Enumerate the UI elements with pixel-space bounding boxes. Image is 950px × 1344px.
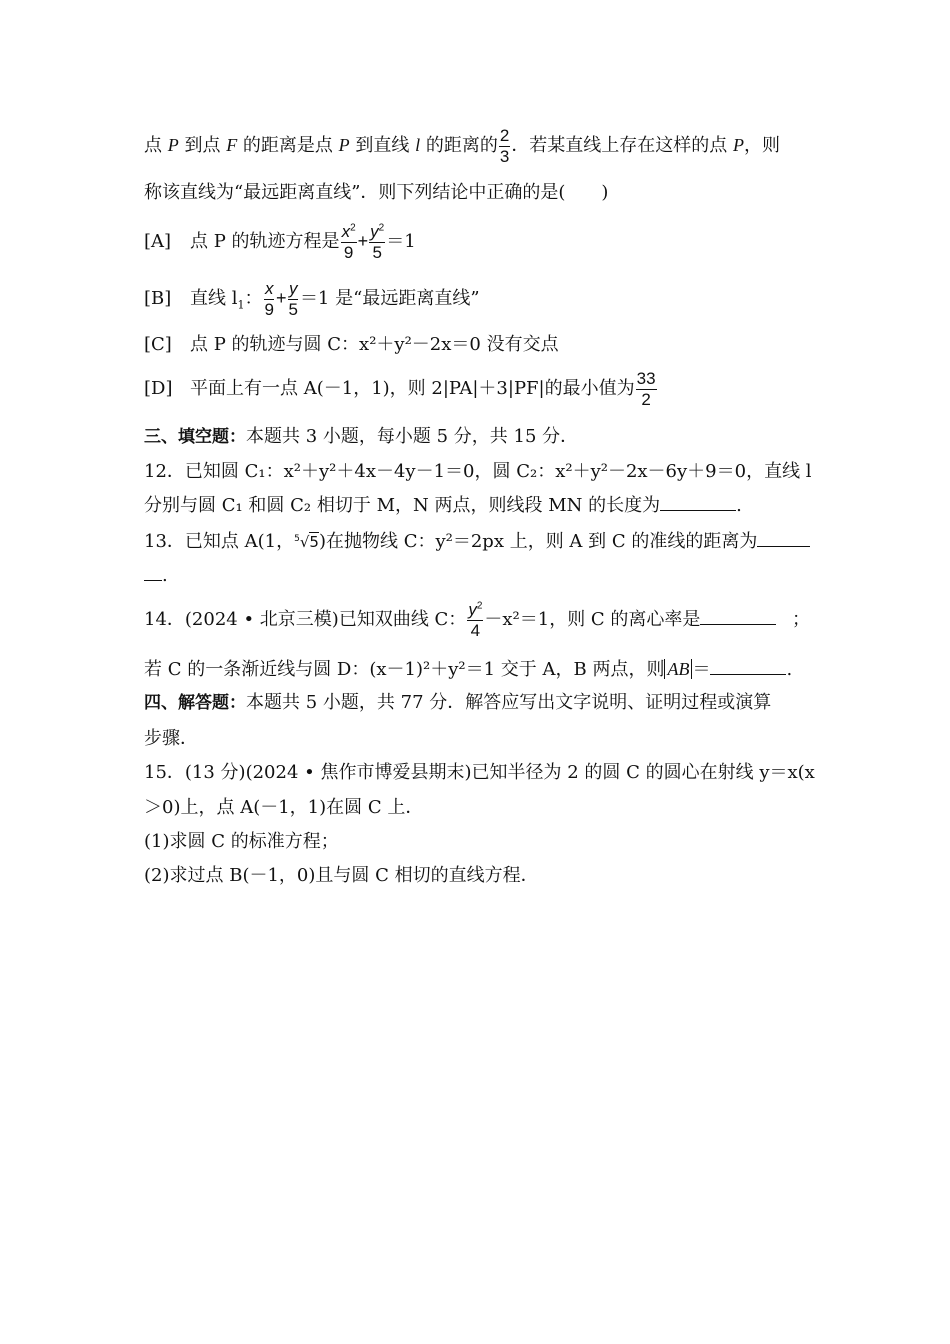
section-4-heading: [144, 691, 810, 715]
option-a-tail: ＝1: [386, 231, 416, 252]
fraction-y-5: $\frac{y}{5}$: [288, 278, 298, 319]
section-3-text: 本题共 3 小题，每小题 5 分，共 15 分．: [246, 426, 579, 447]
section-3-title: 三、填空题：: [144, 427, 246, 447]
section-4-text: 本题共 5 小题，共 77 分．解答应写出文字说明、证明过程或演算: [246, 692, 772, 713]
option-b-tail: ＝1 是“最远距离直线”: [299, 288, 480, 309]
var-l: l: [415, 135, 421, 155]
text: 的距离是点: [237, 135, 339, 156]
fraction-x2-9: $\frac{x^2}{9}$: [341, 221, 356, 262]
intro-line-2: 称该直线为“最远距离直线”．则下列结论中正确的是( ): [144, 182, 609, 203]
option-b: [B] 直线 $l_1$： $\frac{x}{9}$ + $\frac{y}{5}$ ＝1 是“最远距离直线”: [144, 276, 810, 321]
q13-line-1: 13．已知点 A(1，$^5$√5)在抛物线 C：y²＝2px 上，则 A 到 C 的准线的距离为: [144, 530, 810, 554]
option-d-tag: [D]: [144, 378, 173, 399]
option-c-tag: [C]: [144, 334, 172, 355]
option-b-text: 直线 l: [190, 288, 238, 309]
text: ，则: [744, 135, 781, 156]
q12-line-2: 分别与圆 C₁ 和圆 C₂ 相切于 M，N 两点，则线段 MN 的长度为 .: [144, 495, 742, 516]
var-p: P: [338, 135, 350, 155]
q12-line-1: 12．已知圆 C₁：x²＋y²＋4x－4y－1＝0，圆 C₂：x²＋y²－2x－6y＋9＝0，直线 l: [144, 461, 812, 482]
q14-line-2: 若 C 的一条渐近线与圆 D：(x－1)²＋y²＝1 交于 A，B 两点，则 AB ＝ .: [144, 659, 793, 680]
fraction-two-thirds: $\frac{2}{3}$: [499, 125, 510, 166]
text: 点: [144, 135, 168, 156]
q15-part-2: (2)求过点 B(－1，0)且与圆 C 相切的直线方程．: [144, 865, 539, 886]
q14-line-1: 14．(2024 • 北京三模)已知双曲线 C： $\frac{y^2}{4}$ －x²＝1，则 C 的离心率是 ；: [144, 599, 810, 640]
answer-blank[interactable]: [757, 530, 810, 547]
text: 的距离的: [420, 135, 498, 156]
option-a-text: 点 P 的轨迹方程是: [190, 231, 340, 252]
intro-line-1: [144, 125, 810, 167]
option-a-tag: [A]: [144, 231, 172, 252]
option-c: [144, 333, 810, 357]
fraction-33-2: $\frac{33}{2}$: [636, 368, 656, 409]
text: 到点: [178, 135, 227, 156]
option-c-text: 点 P 的轨迹与圆 C：x²＋y²－2x＝0 没有交点: [190, 334, 559, 355]
q15-part-1: (1)求圆 C 的标准方程；: [144, 831, 339, 852]
var-p: P: [733, 135, 745, 155]
var-p: P: [167, 135, 179, 155]
q13-line-2: .: [144, 564, 810, 588]
option-d: [144, 367, 810, 411]
section-4-line-2: 步骤．: [144, 728, 198, 749]
answer-blank[interactable]: [660, 494, 736, 511]
text: 到直线: [349, 135, 416, 156]
abs-ab: AB: [664, 659, 692, 679]
answer-blank[interactable]: [710, 658, 786, 675]
fraction-y2-5: $\frac{y^2}{5}$: [370, 221, 385, 262]
option-d-text: 平面上有一点 A(－1，1)，则 2|PA|＋3|PF|的最小值为: [190, 378, 635, 399]
fraction-y2-4: $\frac{y^2}{4}$: [468, 599, 483, 640]
cube-root-symbol: $^5$√5: [294, 533, 319, 551]
answer-blank[interactable]: [144, 564, 162, 581]
q15-line-2: ＞0)上，点 A(－1，1)在圆 C 上．: [144, 797, 424, 818]
q15-line-1: 15．(13 分)(2024 • 焦作市博爱县期末)已知半径为 2 的圆 C 的圆心在射线 y＝x(x: [144, 762, 815, 783]
answer-blank[interactable]: [700, 608, 776, 625]
section-3-heading: [144, 425, 810, 449]
var-f: F: [226, 135, 238, 155]
option-a: [A] 点 P 的轨迹方程是 $\frac{x^2}{9}$ + $\frac{y^2}{5}$ ＝1: [144, 219, 810, 264]
fraction-x-9: $\frac{x}{9}$: [264, 278, 274, 319]
section-4-title: 四、解答题：: [144, 693, 246, 713]
option-b-tag: [B]: [144, 288, 172, 309]
text: ．若某直线上存在这样的点: [511, 135, 734, 156]
